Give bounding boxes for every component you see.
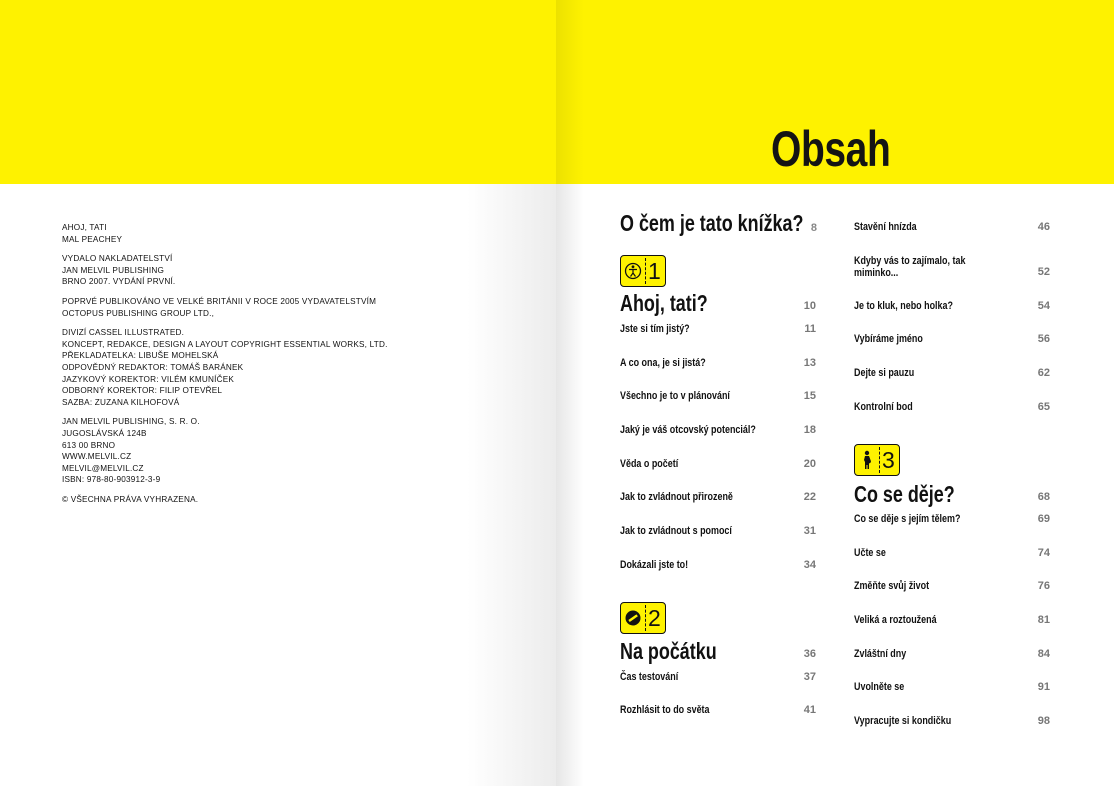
chapter-badge-1	[620, 255, 666, 287]
chapter-number: 1	[648, 258, 661, 284]
toc-entry[interactable]: Jak to zvládnout s pomocí	[620, 525, 732, 537]
chapter-number: 2	[648, 605, 661, 631]
imprint-line: KONCEPT, REDAKCE, DESIGN A LAYOUT COPYRIGHT ESSENTIAL WORKS, LTD.	[62, 339, 388, 349]
toc-entry[interactable]: Co se děje s jejím tělem?	[854, 513, 961, 525]
toc-page-number: 65	[1037, 401, 1050, 413]
left-page	[0, 0, 556, 786]
toc-entry[interactable]: Kdyby vás to zajímalo, tak miminko...	[854, 255, 966, 279]
toc-entry[interactable]: Jste si tím jistý?	[620, 323, 690, 335]
toc-page-number: 46	[1037, 221, 1050, 233]
imprint-line: BRNO 2007. VYDÁNÍ PRVNÍ.	[62, 277, 176, 287]
toc-page-number: 98	[1037, 715, 1050, 727]
toc-page-number: 13	[803, 357, 816, 369]
toc-page-number: 10	[803, 300, 816, 312]
imprint-line: POPRVÉ PUBLIKOVÁNO VE VELKÉ BRITÁNII V ROCE 2005 VYDAVATELSTVÍM	[62, 296, 377, 306]
imprint-line: WWW.MELVIL.CZ	[62, 452, 132, 462]
chapter-badge-3	[854, 444, 900, 476]
toc-entry[interactable]: Učte se	[854, 547, 886, 559]
chapter-title[interactable]: Na počátku	[620, 638, 717, 664]
toc-page-number: 81	[1037, 614, 1050, 626]
imprint-line: 613 00 BRNO	[62, 440, 116, 450]
toc-intro-heading[interactable]: O čem je tato knížka?	[620, 210, 804, 236]
toc-page-number: 91	[1037, 681, 1050, 693]
toc-page-number: 56	[1037, 333, 1050, 345]
toc-entry[interactable]: Rozhlásit to do světa	[620, 704, 710, 716]
toc-entry[interactable]: Vybíráme jméno	[854, 333, 923, 345]
imprint-line: MAL PEACHEY	[62, 234, 123, 244]
toc-entry[interactable]: A co ona, je si jistá?	[620, 357, 706, 369]
toc-page-number: 76	[1037, 580, 1050, 592]
imprint-line: ODBORNÝ KOREKTOR: FILIP OTEVŘEL	[62, 386, 223, 396]
page-title: Obsah	[771, 121, 891, 177]
toc-page-number: 18	[803, 424, 816, 436]
toc-page-number: 37	[803, 671, 816, 683]
chapter-badge-2	[620, 602, 666, 634]
imprint-line: VYDALO NAKLADATELSTVÍ	[62, 254, 173, 264]
toc-entry[interactable]: Změňte svůj život	[854, 580, 930, 592]
toc-entry[interactable]: Jak to zvládnout přirozeně	[620, 491, 733, 503]
toc-entry[interactable]: Kontrolní bod	[854, 401, 913, 413]
toc-entry[interactable]: Stavění hnízda	[854, 221, 917, 233]
imprint-line: SAZBA: ZUZANA KILHOFOVÁ	[62, 397, 180, 407]
toc-entry[interactable]: Dokázali jste to!	[620, 559, 689, 571]
toc-page-number: 84	[1037, 648, 1050, 660]
figure-in-circle-icon	[624, 261, 642, 281]
toc-page-number: 74	[1037, 547, 1050, 559]
imprint-line: PŘEKLADATELKA: LIBUŠE MOHELSKÁ	[62, 351, 219, 361]
imprint	[62, 222, 482, 505]
toc-page-number: 54	[1037, 300, 1050, 312]
imprint-line: JAN MELVIL PUBLISHING, S. R. O.	[62, 417, 200, 427]
toc-page-number: 41	[803, 704, 816, 716]
imprint-line: ODPOVĚDNÝ REDAKTOR: TOMÁŠ BARÁNEK	[62, 362, 244, 372]
no-smoking-icon	[624, 608, 642, 628]
imprint-line: AHOJ, TATI	[62, 223, 107, 232]
toc-page-number: 11	[804, 323, 816, 335]
yellow-band-left	[0, 0, 556, 184]
toc-page-number: 31	[803, 525, 816, 537]
imprint-line: OCTOPUS PUBLISHING GROUP LTD.,	[62, 308, 215, 318]
imprint-line: MELVIL@MELVIL.CZ	[62, 463, 144, 473]
imprint-line: JAZYKOVÝ KOREKTOR: VILÉM KMUNÍČEK	[62, 374, 235, 384]
pregnant-figure-icon	[858, 450, 876, 470]
imprint-line: JUGOSLÁVSKÁ 124B	[62, 428, 147, 438]
chapter-title[interactable]: Co se děje?	[854, 481, 955, 507]
toc-entry[interactable]: Zvláštní dny	[854, 648, 907, 660]
toc-page-number: 20	[803, 458, 816, 470]
chapter-number: 3	[882, 447, 895, 473]
toc-page-number: 36	[803, 648, 816, 660]
toc-entry[interactable]: Všechno je to v plánování	[620, 390, 730, 402]
toc-page-number: 62	[1037, 367, 1050, 379]
chapter-title[interactable]: Ahoj, tati?	[620, 290, 708, 316]
toc-entry[interactable]: Je to kluk, nebo holka?	[854, 300, 953, 312]
toc-entry[interactable]: Věda o početí	[620, 458, 679, 470]
toc-page-number: 8	[810, 222, 817, 234]
toc-entry[interactable]: Jaký je váš otcovský potenciál?	[620, 424, 756, 436]
imprint-line: DIVIZÍ CASSEL ILLUSTRATED.	[62, 328, 185, 338]
toc-page-number: 22	[803, 491, 816, 503]
imprint-line: ISBN: 978-80-903912-3-9	[62, 475, 161, 485]
imprint-line: © VŠECHNA PRÁVA VYHRAZENA.	[62, 494, 199, 504]
toc-entry[interactable]: Dejte si pauzu	[854, 367, 915, 379]
toc-entry[interactable]: Vypracujte si kondičku	[854, 715, 952, 727]
toc-page-number: 52	[1037, 266, 1050, 278]
toc-entry[interactable]: Veliká a roztoužená	[854, 614, 937, 626]
toc-entry[interactable]: Čas testování	[620, 671, 679, 683]
toc-page-number: 68	[1037, 491, 1050, 503]
toc-page-number: 15	[803, 390, 816, 402]
imprint-line: JAN MELVIL PUBLISHING	[62, 265, 165, 275]
toc-page-number: 34	[803, 559, 816, 571]
toc-entry[interactable]: Uvolněte se	[854, 681, 905, 693]
toc-page-number: 69	[1037, 513, 1050, 525]
